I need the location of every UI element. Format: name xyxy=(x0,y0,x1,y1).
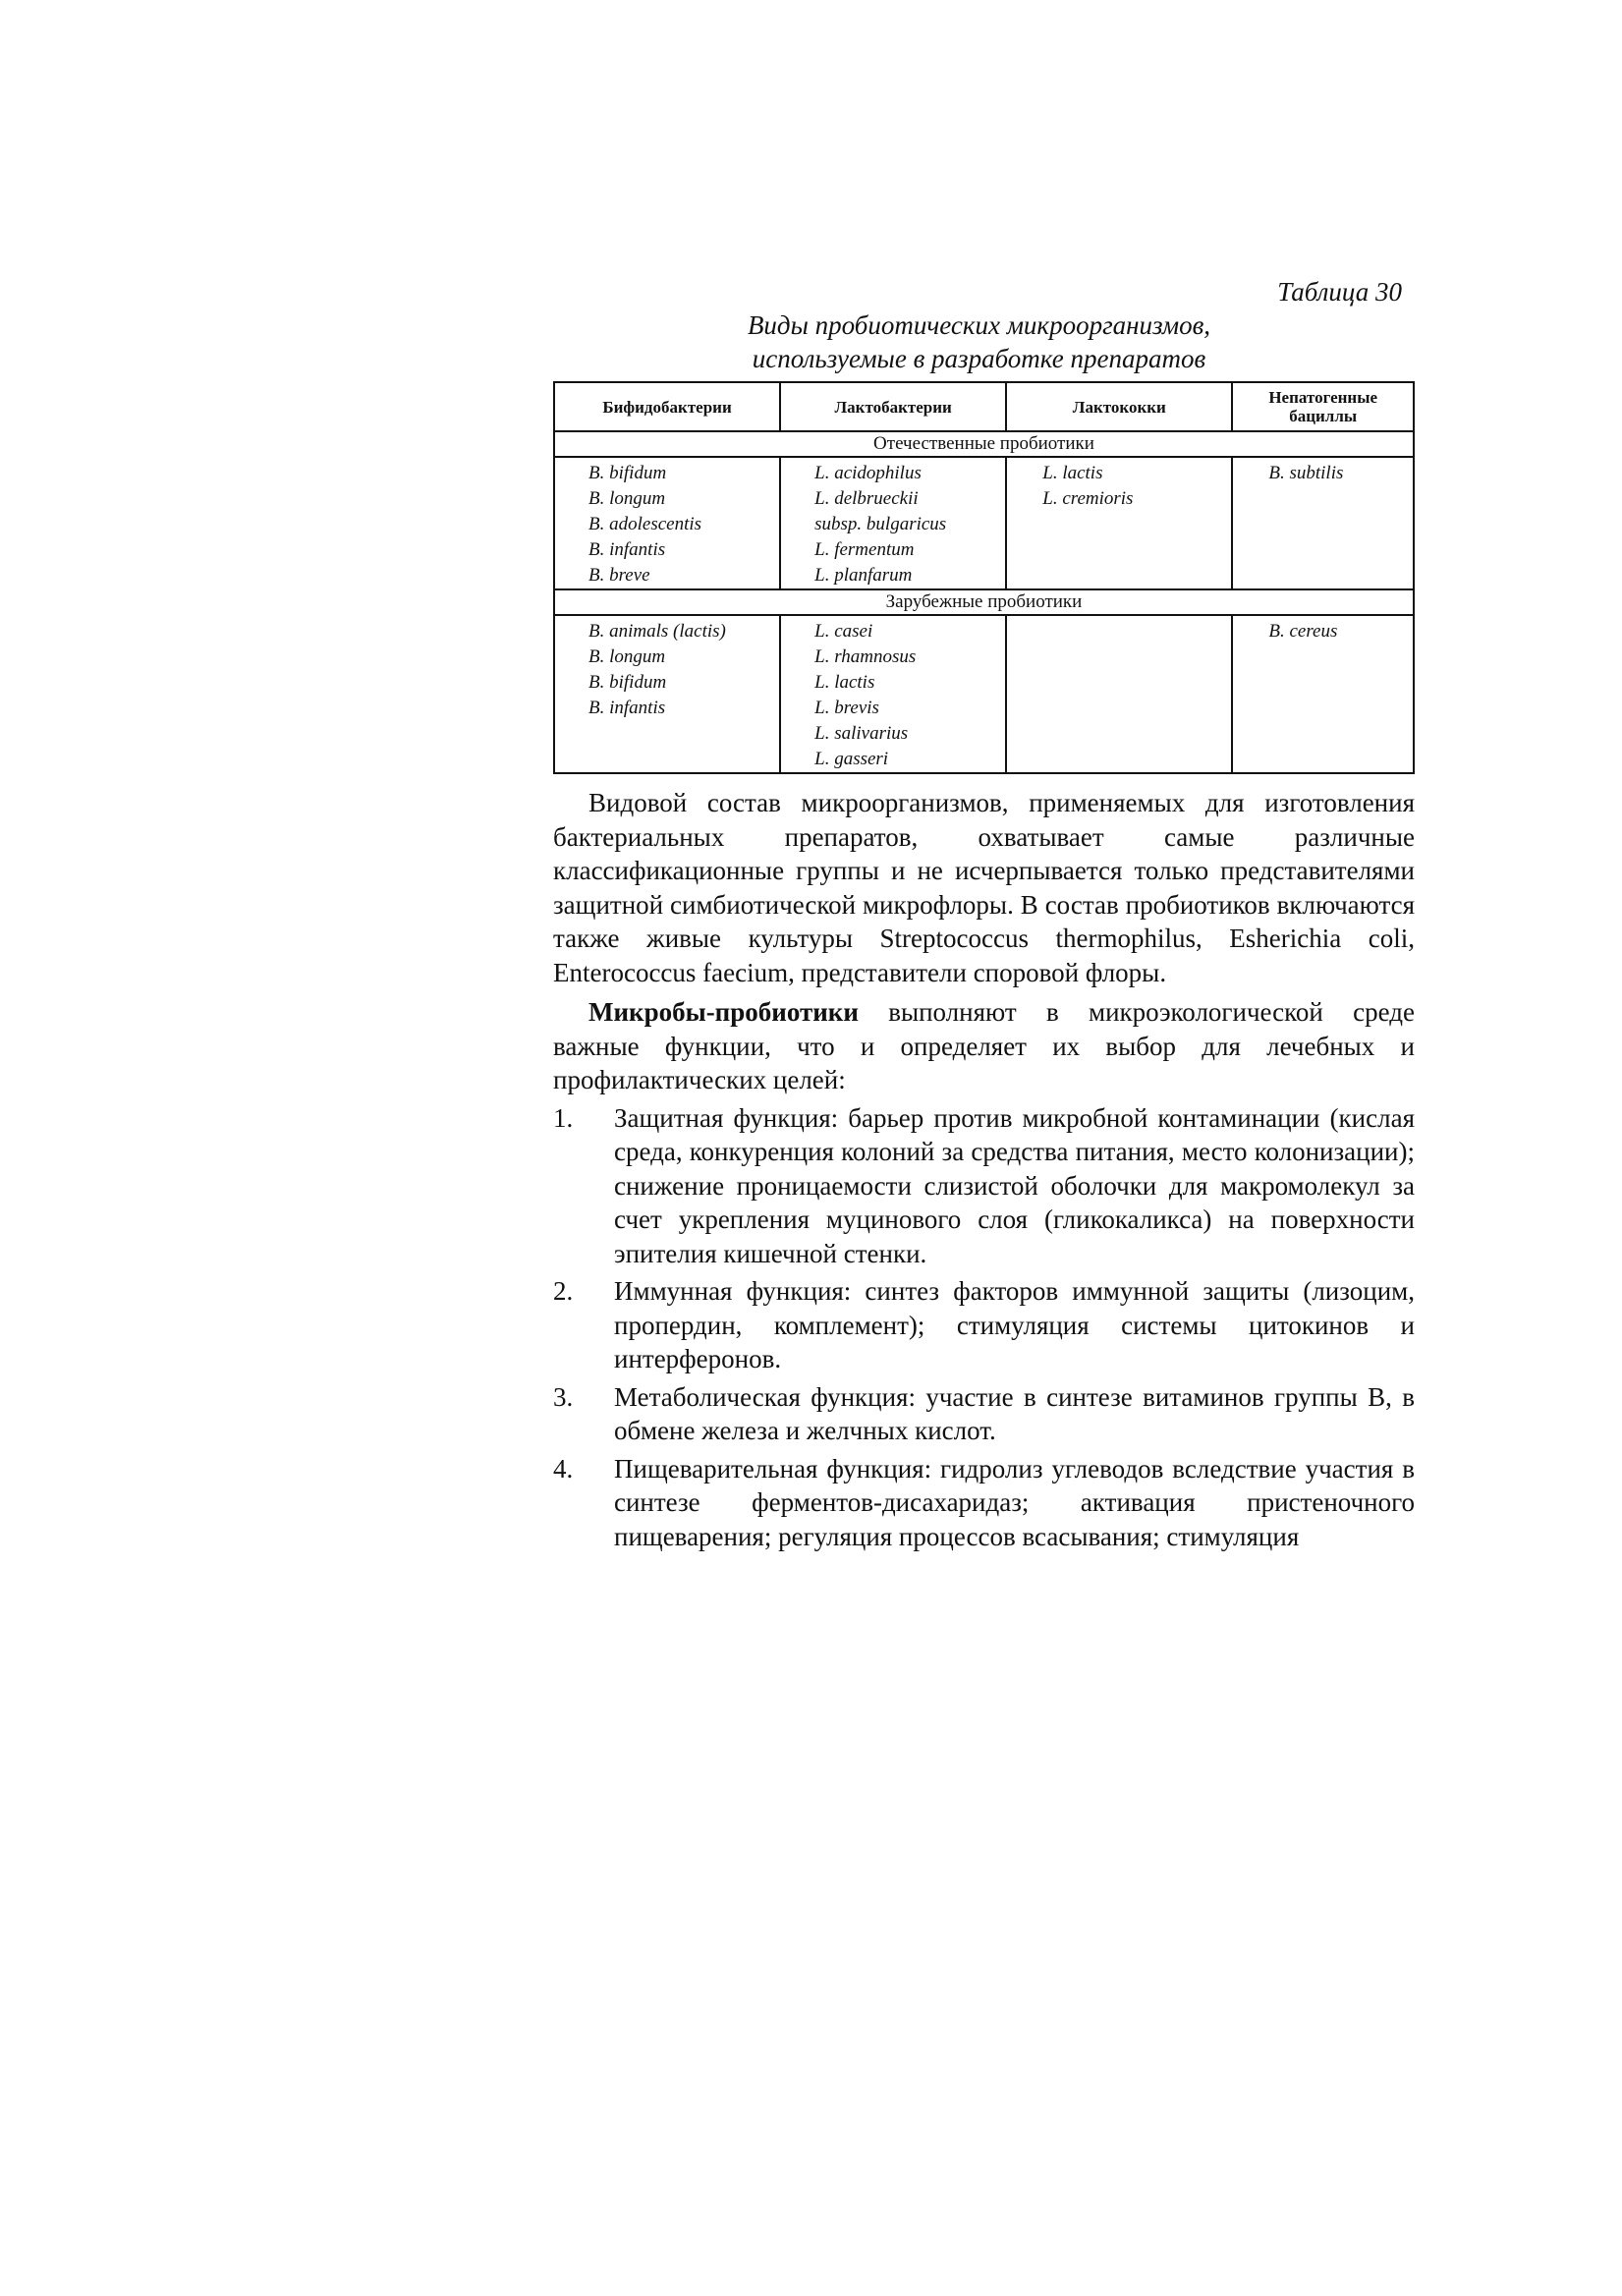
function-number: 2. xyxy=(553,1276,574,1306)
table-header-row xyxy=(554,382,1414,431)
species-row xyxy=(554,615,1414,773)
functions-list xyxy=(553,1101,1415,1554)
species-name: B. infantis xyxy=(588,698,666,718)
caption-line-1: Виды пробиотических микроорганизмов, xyxy=(747,310,1211,340)
species-name: L. salivarius xyxy=(814,723,909,744)
header-bacilli: Непатогенные бациллы xyxy=(1232,382,1414,431)
function-item xyxy=(553,1452,1415,1554)
species-name: B. infantis xyxy=(588,539,666,560)
term-probiotic-microbes: Микробы-пробиотики xyxy=(588,997,859,1027)
species-name: L. rhamnosus xyxy=(814,646,917,667)
cell-bacilli xyxy=(1232,457,1414,589)
page-content xyxy=(553,275,1415,1557)
probiotics-table xyxy=(553,381,1415,774)
table-body xyxy=(554,431,1414,773)
header-lactococci: Лактококки xyxy=(1006,382,1232,431)
header-lactobacteria: Лактобактерии xyxy=(780,382,1006,431)
caption-line-2: используемые в разработке препаратов xyxy=(752,344,1206,373)
species-name: B. breve xyxy=(588,565,650,586)
cell-lactococci xyxy=(1006,457,1232,589)
paragraph-functions-intro-text: выполняют в микроэкологической среде важные функции, что и определяет их выбор для лечебных и профилактических целей: xyxy=(553,997,1415,1094)
species-name: B. adolescentis xyxy=(588,514,702,534)
species-name: L. casei xyxy=(814,621,873,642)
paragraph-functions-intro xyxy=(553,995,1415,1097)
species-name: L. planfarum xyxy=(814,565,913,586)
species-name: B. subtilis xyxy=(1268,463,1344,483)
function-number: 1. xyxy=(553,1102,574,1133)
section-title: Зарубежные пробиотики xyxy=(554,589,1414,615)
cell-lactococci xyxy=(1006,615,1232,773)
section-row xyxy=(554,589,1414,615)
species-name: B. cereus xyxy=(1268,621,1338,642)
species-name: B. bifidum xyxy=(588,672,667,693)
species-name: L. acidophilus xyxy=(814,463,922,483)
species-name: B. longum xyxy=(588,488,666,509)
cell-bacilli xyxy=(1232,615,1414,773)
cell-bifidobacteria xyxy=(554,615,780,773)
species-name: B. animals (lactis) xyxy=(588,621,726,642)
species-name: L. gasseri xyxy=(814,749,889,769)
section-row xyxy=(554,431,1414,457)
species-name: L. brevis xyxy=(814,698,879,718)
table-caption xyxy=(543,308,1415,375)
header-bifidobacteria: Бифидобактерии xyxy=(554,382,780,431)
function-text: Иммунная функция: синтез факторов иммунной защиты (лизоцим, пропердин, комплемент); стимуляция системы цитокинов и интерферонов. xyxy=(614,1276,1415,1373)
species-name: B. longum xyxy=(588,646,666,667)
species-name: L. fermentum xyxy=(814,539,915,560)
function-item xyxy=(553,1380,1415,1448)
function-number: 4. xyxy=(553,1453,574,1484)
cell-bifidobacteria xyxy=(554,457,780,589)
species-name: L. lactis xyxy=(1042,463,1103,483)
function-text: Защитная функция: барьер против микробной контаминации (кислая среда, конкуренция колоний за средства питания, место колонизации); снижение проницаемости слизистой оболочки для макромолекул за счет укрепления муцинового слоя (гликокаликса) на поверхности эпителия кишечной стенки. xyxy=(614,1102,1415,1268)
cell-lactobacteria xyxy=(780,457,1006,589)
body-text xyxy=(553,786,1415,1097)
function-item xyxy=(553,1101,1415,1271)
cell-lactobacteria xyxy=(780,615,1006,773)
species-name: subsp. bulgaricus xyxy=(814,514,947,534)
function-number: 3. xyxy=(553,1381,574,1412)
species-name: B. bifidum xyxy=(588,463,667,483)
species-name: L. delbrueckii xyxy=(814,488,919,509)
paragraph-species: Видовой состав микроорганизмов, применяемых для изготовления бактериальных препаратов, охватывает самые различные классификационные группы и не исчерпывается только представителями защитной симбиотической микрофлоры. В состав пробиотиков включаются также живые культуры Streptococcus thermophilus, Esherichia coli, Enterococcus faecium, представители споровой флоры. xyxy=(553,788,1415,987)
table-number: Таблица 30 xyxy=(1277,277,1402,307)
species-name: L. lactis xyxy=(814,672,875,693)
function-text: Метаболическая функция: участие в синтезе витаминов группы В, в обмене железа и желчных кислот. xyxy=(614,1381,1415,1445)
function-item xyxy=(553,1274,1415,1376)
section-title: Отечественные пробиотики xyxy=(554,431,1414,457)
species-name: L. cremioris xyxy=(1042,488,1134,509)
species-row xyxy=(554,457,1414,589)
function-text: Пищеварительная функция: гидролиз углеводов вследствие участия в синтезе ферментов-дисахаридаз; активация пристеночного пищеварения; регуляция процессов всасывания; стимуляция xyxy=(614,1453,1415,1551)
